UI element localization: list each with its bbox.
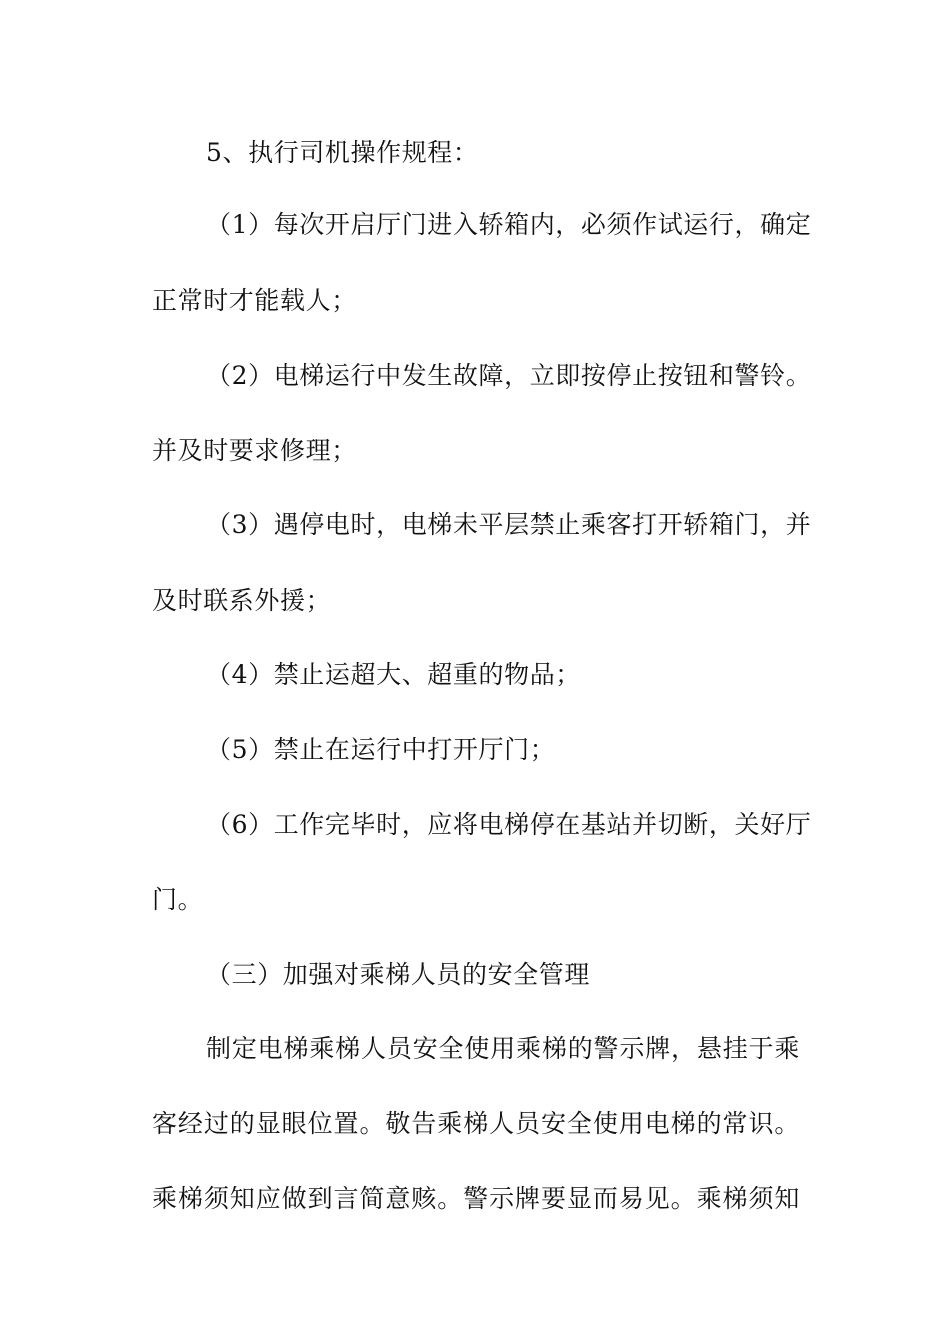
paragraph-line: 并及时要求修理； — [152, 436, 357, 465]
section-heading: 5、执行司机操作规程： — [206, 138, 479, 167]
paragraph-line: 客经过的显眼位置。敬告乘梯人员安全使用电梯的常识。 — [152, 1109, 800, 1138]
paragraph-line: 正常时才能载人； — [152, 286, 357, 315]
paragraph-line: 及时联系外援； — [152, 586, 332, 615]
paragraph-line: （2）电梯运行中发生故障，立即按停止按钮和警铃。 — [206, 361, 812, 390]
subsection-heading: （三）加强对乘梯人员的安全管理 — [206, 960, 591, 989]
paragraph-line: （5）禁止在运行中打开厅门； — [206, 735, 556, 764]
paragraph-line: （1）每次开启厅门进入轿箱内，必须作试运行，确定 — [206, 210, 812, 239]
paragraph-line: （3）遇停电时，电梯未平层禁止乘客打开轿箱门，并 — [206, 510, 812, 539]
paragraph-line: 乘梯须知应做到言简意赅。警示牌要显而易见。乘梯须知 — [152, 1184, 800, 1213]
paragraph-line: 制定电梯乘梯人员安全使用乘梯的警示牌，悬挂于乘 — [206, 1034, 800, 1063]
paragraph-line: （4）禁止运超大、超重的物品； — [206, 660, 581, 689]
paragraph-line: （6）工作完毕时，应将电梯停在基站并切断，关好厅 — [206, 810, 812, 839]
paragraph-line: 门。 — [152, 885, 204, 914]
